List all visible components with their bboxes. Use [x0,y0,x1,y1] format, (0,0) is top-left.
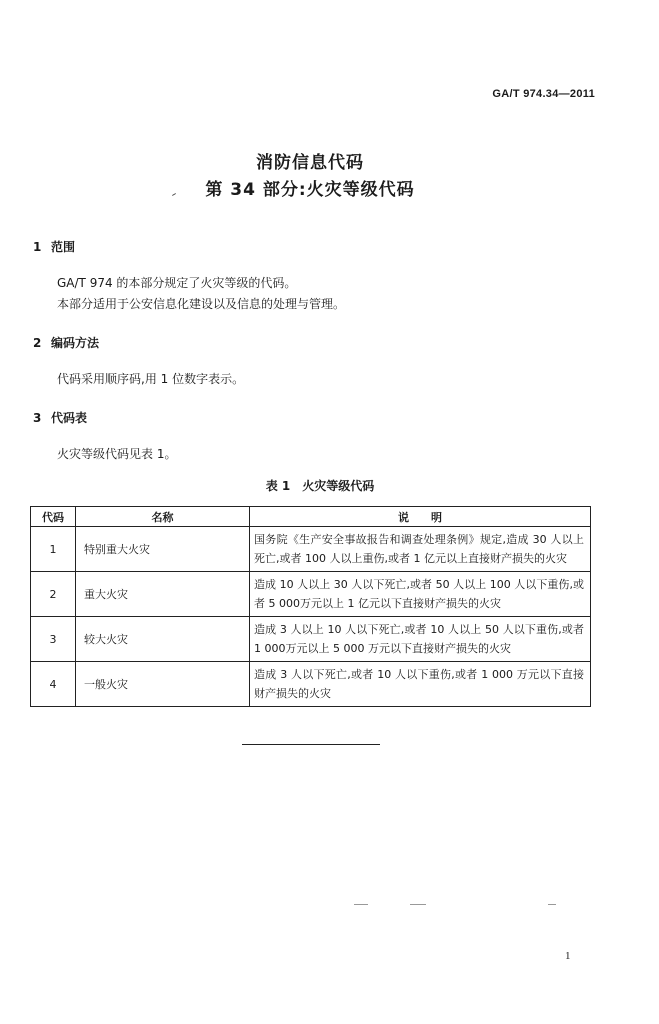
cell-description: 造成 3 人以下死亡,或者 10 人以下重伤,或者 1 000 万元以下直接财产损失的火灾 [250,662,591,707]
column-header-code: 代码 [31,507,76,527]
section-number: 3 [33,411,42,425]
section-title: 编码方法 [51,336,100,350]
end-rule [242,744,380,745]
cell-name: 较大火灾 [76,617,250,662]
column-header-description: 说 明 [250,507,591,527]
paragraph: 代码采用顺序码,用 1 位数字表示。 [57,372,245,386]
column-header-name: 名称 [76,507,250,527]
cell-code: 1 [31,527,76,572]
cell-code: 4 [31,662,76,707]
page-number: 1 [565,950,571,962]
section-heading-code-table [33,409,87,426]
table-row [31,617,591,662]
cell-description: 造成 3 人以上 10 人以下死亡,或者 10 人以上 50 人以下重伤,或者 1 000万元以上 5 000 万元以下直接财产损失的火灾 [250,617,591,662]
table-row [31,572,591,617]
section-title: 范围 [51,240,76,254]
cell-code: 2 [31,572,76,617]
document-title: 消防信息代码 [256,153,364,173]
scan-speck [354,904,368,905]
cell-description: 造成 10 人以上 30 人以下死亡,或者 50 人以上 100 人以下重伤,或者 5 000万元以上 1 亿元以下直接财产损失的火灾 [250,572,591,617]
scan-speck [410,904,426,905]
cell-name: 重大火灾 [76,572,250,617]
section-number: 2 [33,336,42,350]
section-body-code-table [57,444,176,465]
paragraph: 火灾等级代码见表 1。 [57,447,177,461]
section-heading-coding-method [33,334,99,351]
paragraph: GA/T 974 的本部分规定了火灾等级的代码。 [57,276,297,290]
section-title: 代码表 [51,411,88,425]
section-number: 1 [33,240,42,254]
cell-name: 一般火灾 [76,662,250,707]
cell-code: 3 [31,617,76,662]
standard-code: GA/T 974.34—2011 [492,88,595,100]
cell-description: 国务院《生产安全事故报告和调查处理条例》规定,造成 30 人以上死亡,或者 100 人以上重伤,或者 1 亿元以上直接财产损失的火灾 [250,527,591,572]
scan-speck [548,904,556,905]
cell-name: 特别重大火灾 [76,527,250,572]
table-header-row [31,507,591,527]
section-body-coding-method [57,369,244,390]
fire-level-code-table [30,506,591,707]
table-row [31,527,591,572]
section-heading-scope [33,238,75,255]
section-body-scope [57,273,345,315]
paragraph: 本部分适用于公安信息化建设以及信息的处理与管理。 [57,297,346,311]
document-subtitle: 第 34 部分:火灾等级代码 [205,180,415,200]
table-row [31,662,591,707]
table-caption: 表 1 火灾等级代码 [265,479,375,493]
